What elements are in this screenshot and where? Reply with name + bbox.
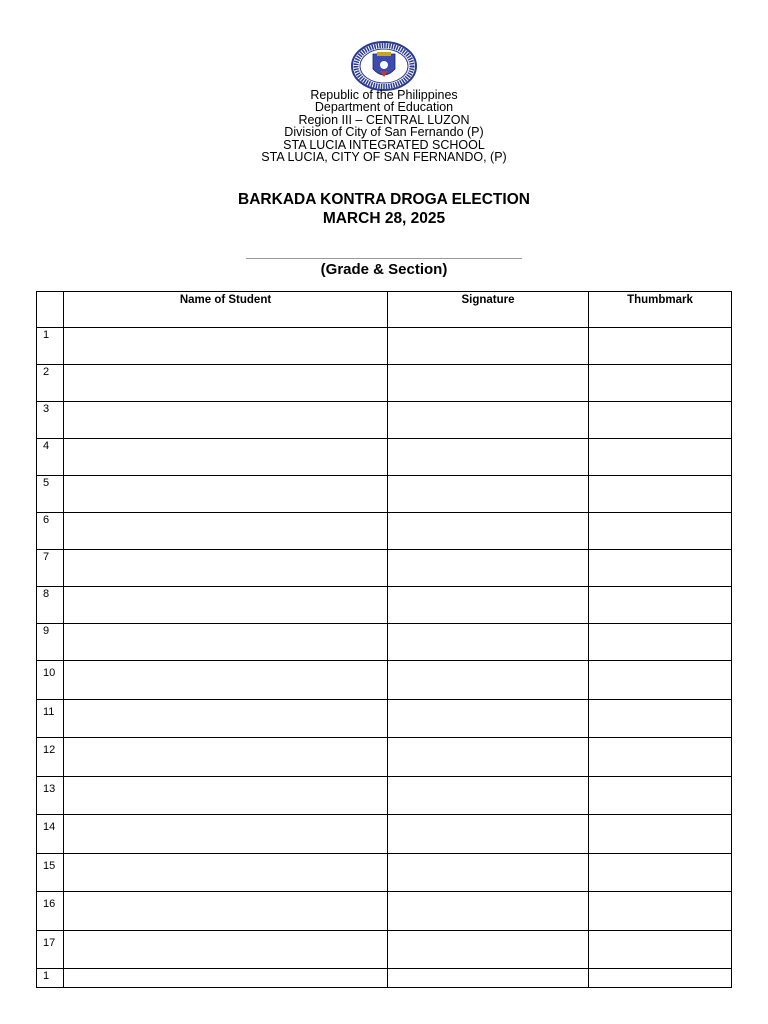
- row-number: 11: [37, 699, 64, 738]
- name-cell[interactable]: [64, 969, 388, 988]
- column-header-number: [37, 292, 64, 328]
- signature-cell[interactable]: [388, 587, 589, 624]
- thumbmark-cell[interactable]: [589, 365, 732, 402]
- signature-cell[interactable]: [388, 328, 589, 365]
- name-cell[interactable]: [64, 476, 388, 513]
- signature-cell[interactable]: [388, 892, 589, 931]
- name-cell[interactable]: [64, 699, 388, 738]
- header-line-republic: Republic of the Philippines: [310, 88, 458, 102]
- name-cell[interactable]: [64, 776, 388, 815]
- signature-cell[interactable]: [388, 365, 589, 402]
- name-cell[interactable]: [64, 892, 388, 931]
- table-row: [37, 439, 732, 476]
- name-cell[interactable]: [64, 365, 388, 402]
- row-number: 17: [37, 930, 64, 969]
- name-cell[interactable]: [64, 930, 388, 969]
- header-line-school: STA LUCIA INTEGRATED SCHOOL: [283, 137, 485, 152]
- thumbmark-cell[interactable]: [589, 815, 732, 854]
- row-number: 8: [37, 587, 64, 624]
- thumbmark-cell[interactable]: [589, 853, 732, 892]
- thumbmark-cell[interactable]: [589, 328, 732, 365]
- thumbmark-cell[interactable]: [589, 930, 732, 969]
- header-line-department: Department of Education: [314, 100, 454, 115]
- signature-cell[interactable]: [388, 738, 589, 777]
- name-cell[interactable]: [64, 661, 388, 700]
- thumbmark-cell[interactable]: [589, 587, 732, 624]
- table-row: [37, 815, 732, 854]
- signature-cell[interactable]: [388, 550, 589, 587]
- name-cell[interactable]: [64, 513, 388, 550]
- table-body: [37, 328, 732, 988]
- table-row: [37, 853, 732, 892]
- thumbmark-cell[interactable]: [589, 624, 732, 661]
- grade-section-blank-line: [246, 258, 522, 259]
- row-number: 1: [37, 969, 64, 988]
- table-row: [37, 624, 732, 661]
- thumbmark-cell[interactable]: [589, 439, 732, 476]
- table-row: [37, 587, 732, 624]
- table-row: [37, 776, 732, 815]
- table-row: [37, 738, 732, 777]
- name-cell[interactable]: [64, 328, 388, 365]
- document-title: [0, 190, 768, 228]
- row-number: 15: [37, 853, 64, 892]
- signature-cell[interactable]: [388, 513, 589, 550]
- thumbmark-cell[interactable]: [589, 699, 732, 738]
- header-line-address: STA LUCIA, CITY OF SAN FERNANDO, (P): [261, 150, 507, 165]
- signature-cell[interactable]: [388, 439, 589, 476]
- thumbmark-cell[interactable]: [589, 661, 732, 700]
- election-date: MARCH 28, 2025: [322, 210, 446, 227]
- table-row: [37, 365, 732, 402]
- election-title: BARKADA KONTRA DROGA ELECTION: [238, 191, 530, 208]
- table-row: [37, 930, 732, 969]
- row-number: 16: [37, 892, 64, 931]
- thumbmark-cell[interactable]: [589, 550, 732, 587]
- table-row: [37, 402, 732, 439]
- signature-cell[interactable]: [388, 624, 589, 661]
- signature-cell[interactable]: [388, 402, 589, 439]
- table-row: [37, 550, 732, 587]
- row-number: 3: [37, 402, 64, 439]
- table-row: [37, 892, 732, 931]
- row-number: 12: [37, 738, 64, 777]
- row-number: 1: [37, 328, 64, 365]
- grade-section-label: (Grade & Section): [320, 261, 448, 278]
- signature-cell[interactable]: [388, 476, 589, 513]
- table-header-row: [37, 292, 732, 328]
- signature-cell[interactable]: [388, 699, 589, 738]
- deped-seal-logo: [349, 41, 419, 91]
- row-number: 14: [37, 815, 64, 854]
- table-row: [37, 328, 732, 365]
- thumbmark-cell[interactable]: [589, 402, 732, 439]
- signature-cell[interactable]: [388, 661, 589, 700]
- row-number: 2: [37, 365, 64, 402]
- name-cell[interactable]: [64, 815, 388, 854]
- row-number: 10: [37, 661, 64, 700]
- signature-cell[interactable]: [388, 815, 589, 854]
- row-number: 4: [37, 439, 64, 476]
- row-number: 13: [37, 776, 64, 815]
- table-row: [37, 661, 732, 700]
- header-line-division: Division of City of San Fernando (P): [284, 125, 484, 140]
- column-header-thumbmark: Thumbmark: [589, 292, 732, 328]
- thumbmark-cell[interactable]: [589, 969, 732, 988]
- header-line-region: Region III – CENTRAL LUZON: [298, 112, 470, 127]
- signature-cell[interactable]: [388, 853, 589, 892]
- thumbmark-cell[interactable]: [589, 476, 732, 513]
- row-number: 5: [37, 476, 64, 513]
- row-number: 6: [37, 513, 64, 550]
- column-header-name: Name of Student: [64, 292, 388, 328]
- thumbmark-cell[interactable]: [589, 513, 732, 550]
- name-cell[interactable]: [64, 402, 388, 439]
- table-row: [37, 476, 732, 513]
- thumbmark-cell[interactable]: [589, 776, 732, 815]
- name-cell[interactable]: [64, 853, 388, 892]
- name-cell[interactable]: [64, 439, 388, 476]
- column-header-signature: Signature: [388, 292, 589, 328]
- attendance-table: [36, 291, 732, 988]
- institution-header: [0, 89, 768, 163]
- thumbmark-cell[interactable]: [589, 738, 732, 777]
- table-row: [37, 969, 732, 988]
- row-number: 9: [37, 624, 64, 661]
- row-number: 7: [37, 550, 64, 587]
- table-row: [37, 699, 732, 738]
- name-cell[interactable]: [64, 550, 388, 587]
- name-cell[interactable]: [64, 624, 388, 661]
- signature-cell[interactable]: [388, 776, 589, 815]
- name-cell[interactable]: [64, 587, 388, 624]
- table-row: [37, 513, 732, 550]
- signature-cell[interactable]: [388, 969, 589, 988]
- name-cell[interactable]: [64, 738, 388, 777]
- thumbmark-cell[interactable]: [589, 892, 732, 931]
- signature-cell[interactable]: [388, 930, 589, 969]
